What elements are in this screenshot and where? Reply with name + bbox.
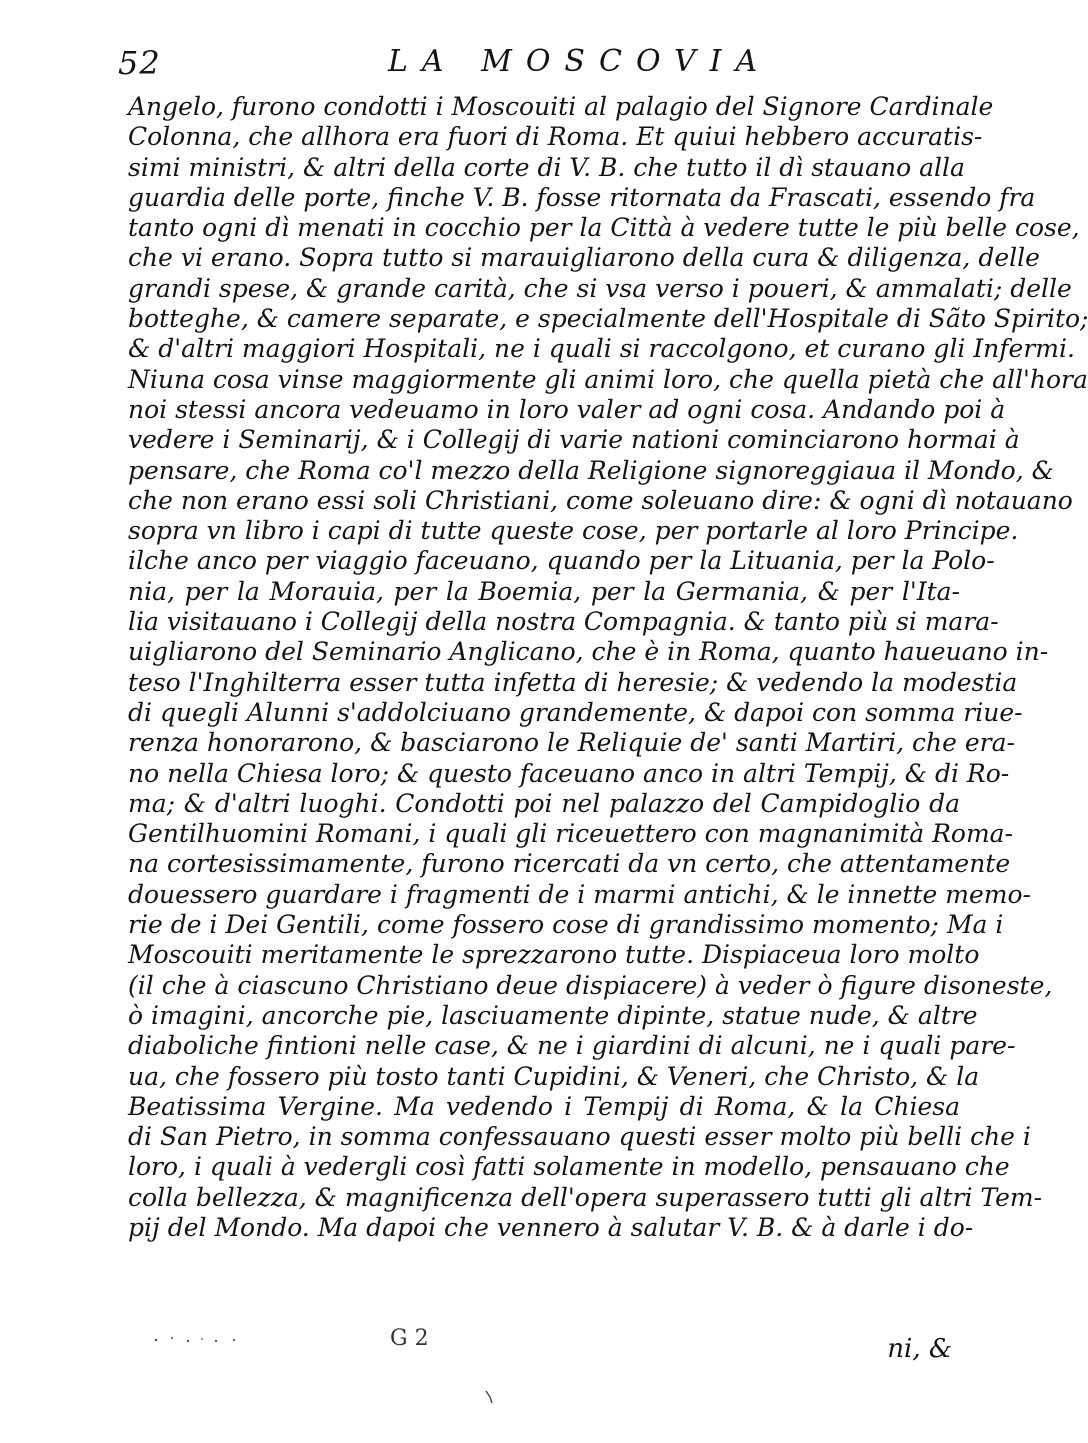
text-line: grandi spese, & grande carità, che si vsa verso i poueri, & ammalati; delle: [128, 273, 1072, 303]
text-line: noi stessi ancora vedeuamo in loro valer ad ogni cosa. Andando poi à: [128, 394, 1006, 424]
text-line: uigliarono del Seminario Anglicano, che è in Roma, quanto haueuano in-: [128, 637, 1049, 667]
text-line: teso l'Inghilterra esser tutta infetta di heresie; & vedendo la modestia: [128, 667, 1018, 697]
page-header: [118, 30, 958, 90]
text-line: rie de i Dei Gentili, come fossero cose di grandissimo momento; Ma i: [128, 910, 1004, 940]
text-line: renza honorarono, & basciarono le Reliquie de' santi Martiri, che era-: [128, 728, 1015, 758]
text-line: na cortesissimamente, furono ricercati da vn certo, che attentamente: [128, 849, 1011, 879]
text-line: di San Pietro, in somma confessauano questi esser molto più belli che i: [128, 1122, 1031, 1152]
text-line: che vi erano. Sopra tutto si marauigliarono della cura & diligenza, delle: [128, 243, 1040, 273]
text-line: diaboliche fintioni nelle case, & ne i giardini di alcuni, ne i quali pare-: [128, 1031, 1016, 1061]
text-line: ilche anco per viaggio faceuano, quando per la Lituania, per la Polo-: [128, 546, 995, 576]
text-line: Beatissima Vergine. Ma vedendo i Tempij di Roma, & la Chiesa: [128, 1091, 960, 1121]
text-line: simi ministri, & altri della corte di V. B. che tutto il dì stauano alla: [128, 152, 965, 182]
text-line: tanto ogni dì menati in cocchio per la Città à vedere tutte le più belle cose,: [128, 213, 1080, 243]
text-line: no nella Chiesa loro; & questo faceuano anco in altri Tempij, & di Ro-: [128, 758, 1010, 788]
signature-mark: G 2: [390, 1326, 429, 1351]
running-title: LA MOSCOVIA: [388, 44, 772, 79]
text-line: Angelo, furono condotti i Moscouiti al palagio del Signore Cardinale: [128, 92, 994, 121]
text-line: ua, che fossero più tosto tanti Cupidini, & Veneri, che Christo, & la: [128, 1061, 980, 1091]
text-line: vedere i Seminarij, & i Collegij di varie nationi cominciarono hormai à: [128, 425, 1020, 455]
text-line: sopra vn libro i capi di tutte queste cose, per portarle al loro Principe.: [128, 516, 1019, 546]
text-line: douessero guardare i fragmenti de i marmi antichi, & le innette memo-: [128, 879, 1031, 909]
text-line: che non erano essi soli Christiani, come soleuano dire: & ogni dì notauano: [128, 485, 1073, 515]
text-line: ò imagini, ancorche pie, lasciuamente dipinte, statue nude, & altre: [128, 1000, 978, 1030]
text-line: (il che à ciascuno Christiano deue dispiacere) à veder ò figure disoneste,: [128, 970, 1053, 1000]
text-line: & d'altri maggiori Hospitali, ne i quali si raccolgono, et curano gli Infermi.: [128, 334, 1075, 364]
body-text: [128, 92, 1088, 1243]
catchword: ni, &: [887, 1334, 952, 1364]
text-line: colla bellezza, & magnificenza dell'opera superassero tutti gli altri Tem-: [128, 1182, 1043, 1212]
text-line: nia, per la Morauia, per la Boemia, per la Germania, & per l'Ita-: [128, 576, 960, 606]
page-footer: [130, 1320, 960, 1380]
text-line: pij del Mondo. Ma dapoi che vennero à salutar V. B. & à darle i do-: [128, 1212, 974, 1242]
page-number: 52: [118, 44, 161, 82]
text-line: di quegli Alunni s'addolciuano grandemente, & dapoi con somma riue-: [128, 697, 1023, 727]
text-line: Niuna cosa vinse maggiormente gli animi loro, che quella pietà che all'hora: [128, 364, 1088, 394]
text-line: pensare, che Roma co'l mezzo della Religione signoreggiaua il Mondo, &: [128, 455, 1054, 485]
text-line: lia visitauano i Collegij della nostra Compagnia. & tanto più si mara-: [128, 607, 999, 637]
text-line: loro, i quali à vedergli così fatti solamente in modello, pensauano che: [128, 1152, 1010, 1182]
text-line: botteghe, & camere separate, e specialmente dell'Hospitale di Sãto Spirito;: [128, 304, 1088, 334]
text-line: guardia delle porte, finche V. B. fosse ritornata da Frascati, essendo fra: [128, 182, 1036, 212]
paper-speck: [484, 1390, 494, 1404]
ink-bleed-dots: [150, 1330, 250, 1350]
text-line: Moscouiti meritamente le sprezzarono tutte. Dispiaceua loro molto: [128, 940, 980, 970]
text-line: ma; & d'altri luoghi. Condotti poi nel palazzo del Campidoglio da: [128, 788, 960, 818]
text-line: Gentilhuomini Romani, i quali gli riceuettero con magnanimità Roma-: [128, 819, 1014, 849]
text-line: Colonna, che allhora era fuori di Roma. Et quiui hebbero accuratis-: [128, 122, 983, 152]
